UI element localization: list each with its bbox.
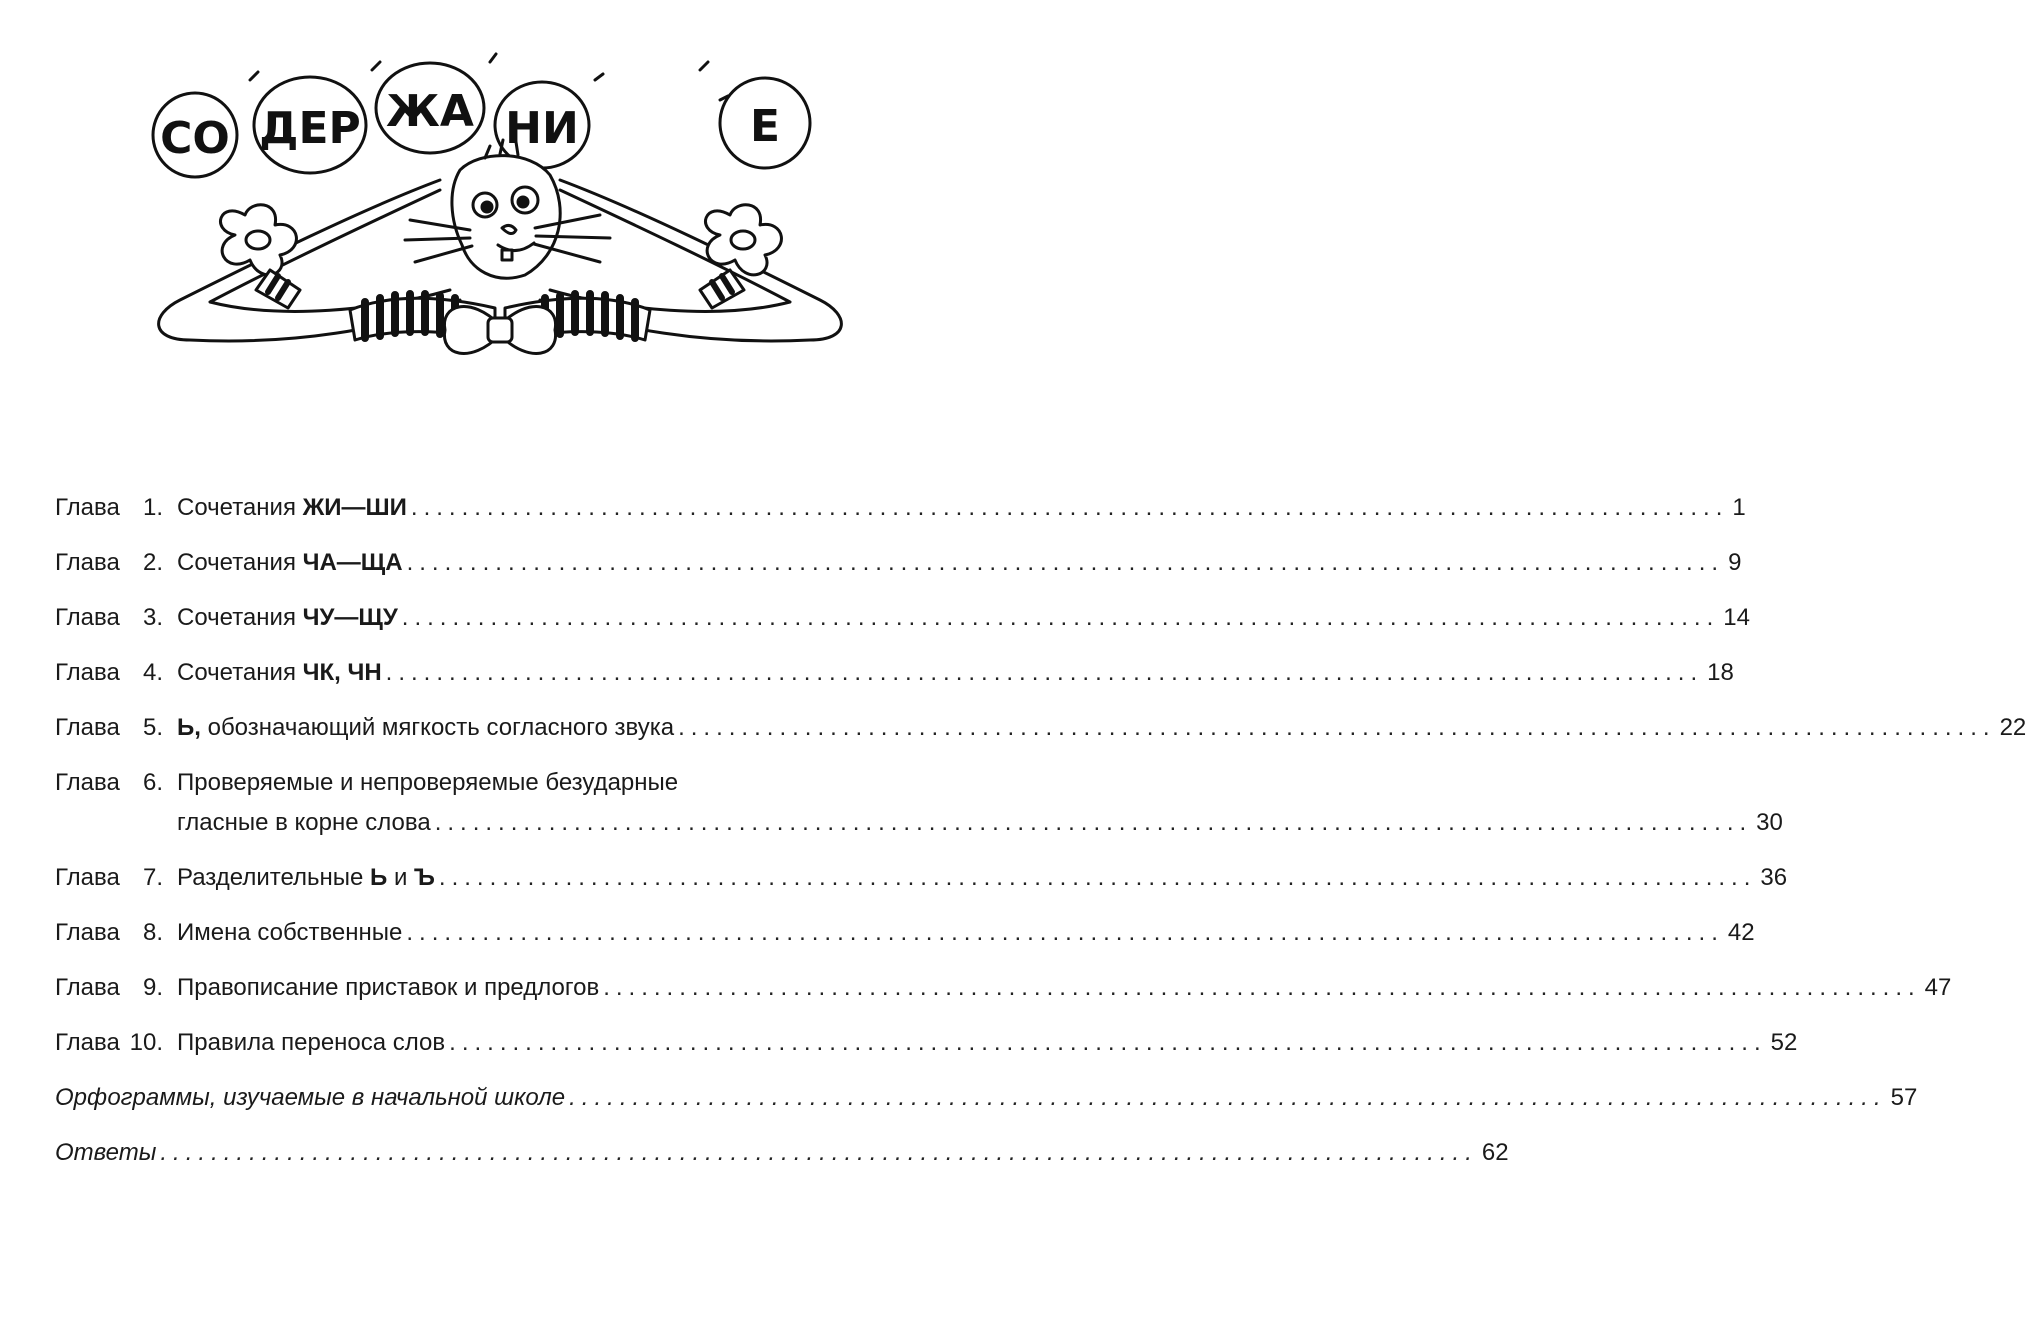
- bubble-text-1: СО: [160, 113, 230, 164]
- chapter-number: 1.: [142, 494, 163, 521]
- toc-entry-chapter-1[interactable]: [55, 490, 1746, 526]
- toc-entry-chapter-8[interactable]: [55, 915, 1755, 951]
- section-title: Ответы: [55, 1139, 157, 1166]
- chapter-number: 9.: [142, 974, 163, 1001]
- chapter-label: Глава: [55, 974, 120, 1001]
- contents-header-illustration: [140, 40, 860, 380]
- chapter-number: 4.: [142, 659, 163, 686]
- toc-entry-chapter-9[interactable]: [55, 970, 1952, 1006]
- chapter-label: Глава: [55, 714, 120, 741]
- chapter-title: Правописание приставок и предлогов: [177, 974, 600, 1001]
- bubble-2: [254, 77, 366, 173]
- dot-leader: ........................................................................................................: [438, 864, 1757, 891]
- page-number: 42: [1727, 919, 1755, 946]
- page-number: 52: [1770, 1029, 1798, 1056]
- bubble-5: [720, 78, 810, 168]
- dot-leader: ........................................................................................................: [678, 714, 1996, 741]
- chapter-label: Глава: [55, 769, 120, 796]
- toc-entry-orthograms[interactable]: [55, 1080, 1918, 1116]
- dot-leader: ........................................................................................................: [401, 604, 1720, 631]
- dot-leader: ........................................................................................................: [434, 809, 1753, 836]
- chapter-title: Ь, обозначающий мягкость согласного звука: [177, 714, 675, 741]
- chapter-number: 7.: [142, 864, 163, 891]
- page-number: 36: [1760, 864, 1788, 891]
- chapter-title: Имена собственные: [177, 919, 403, 946]
- chapter-label: Глава: [55, 659, 120, 686]
- chapter-number: 6.: [142, 769, 163, 796]
- toc-entry-answers[interactable]: [55, 1135, 1509, 1171]
- table-of-contents: [55, 490, 2026, 1190]
- dot-leader: ........................................................................................................: [410, 494, 1729, 521]
- page-number: 18: [1707, 659, 1734, 686]
- chapter-title: Правила переноса слов: [177, 1029, 446, 1056]
- dot-leader: ........................................................................................................: [406, 549, 1725, 576]
- dot-leader: ........................................................................................................: [449, 1029, 1767, 1056]
- chapter-number: 3.: [142, 604, 163, 631]
- page-number: 57: [1890, 1084, 1918, 1111]
- chapter-title-line-1: Проверяемые и непроверяемые безударные: [177, 769, 679, 796]
- bubble-text-4: НИ: [505, 103, 579, 154]
- chapter-title: Сочетания ЧА—ЩА: [177, 549, 403, 576]
- chapter-title: Сочетания ЧК, ЧН: [177, 659, 382, 686]
- dot-leader: ........................................................................................................: [160, 1139, 1478, 1166]
- toc-entry-chapter-4[interactable]: [55, 655, 1734, 691]
- chapter-label: Глава: [55, 494, 120, 521]
- toc-entry-chapter-2[interactable]: [55, 545, 1742, 581]
- page-number: 22: [1999, 714, 2026, 741]
- chapter-number: 2.: [142, 549, 163, 576]
- chapter-title: Разделительные Ь и Ъ: [177, 864, 435, 891]
- dot-leader: ........................................................................................................: [385, 659, 1704, 686]
- chapter-title: Сочетания ЧУ—ЩУ: [177, 604, 398, 631]
- toc-entry-chapter-7[interactable]: [55, 860, 1788, 896]
- chapter-title-line-2: гласные в корне слова: [177, 809, 431, 836]
- chapter-title: Сочетания ЖИ—ШИ: [177, 494, 407, 521]
- dot-leader: ........................................................................................................: [603, 974, 1921, 1001]
- toc-entry-chapter-3[interactable]: [55, 600, 1750, 636]
- toc-entry-chapter-10[interactable]: [55, 1025, 1798, 1061]
- chapter-number: 5.: [142, 714, 163, 741]
- chapter-number: 10.: [129, 1029, 163, 1056]
- dot-leader: ........................................................................................................: [569, 1084, 1887, 1111]
- toc-entry-chapter-6[interactable]: [55, 765, 1783, 841]
- chapter-label: Глава: [55, 549, 120, 576]
- chapter-label: Глава: [55, 604, 120, 631]
- bubble-1: [153, 93, 237, 177]
- dot-leader: ........................................................................................................: [406, 919, 1724, 946]
- bubble-3: [376, 63, 484, 153]
- toc-entry-chapter-5[interactable]: [55, 710, 2026, 746]
- page-number: 1: [1732, 494, 1746, 521]
- chapter-label: Глава: [55, 864, 120, 891]
- page-number: 14: [1723, 604, 1750, 631]
- page-number: 9: [1728, 549, 1742, 576]
- page-number: 62: [1481, 1139, 1509, 1166]
- chapter-label: Глава: [55, 1029, 120, 1056]
- chapter-label: Глава: [55, 919, 120, 946]
- chapter-number: 8.: [142, 919, 163, 946]
- bow-tie: [444, 306, 555, 353]
- page-number: 47: [1924, 974, 1952, 1001]
- bubble-text-3: ЖА: [386, 86, 474, 137]
- page-number: 30: [1756, 809, 1783, 836]
- bubble-text-2: ДЕР: [259, 103, 361, 154]
- section-title: Орфограммы, изучаемые в начальной школе: [55, 1084, 566, 1111]
- bubble-text-5: Е: [749, 101, 781, 152]
